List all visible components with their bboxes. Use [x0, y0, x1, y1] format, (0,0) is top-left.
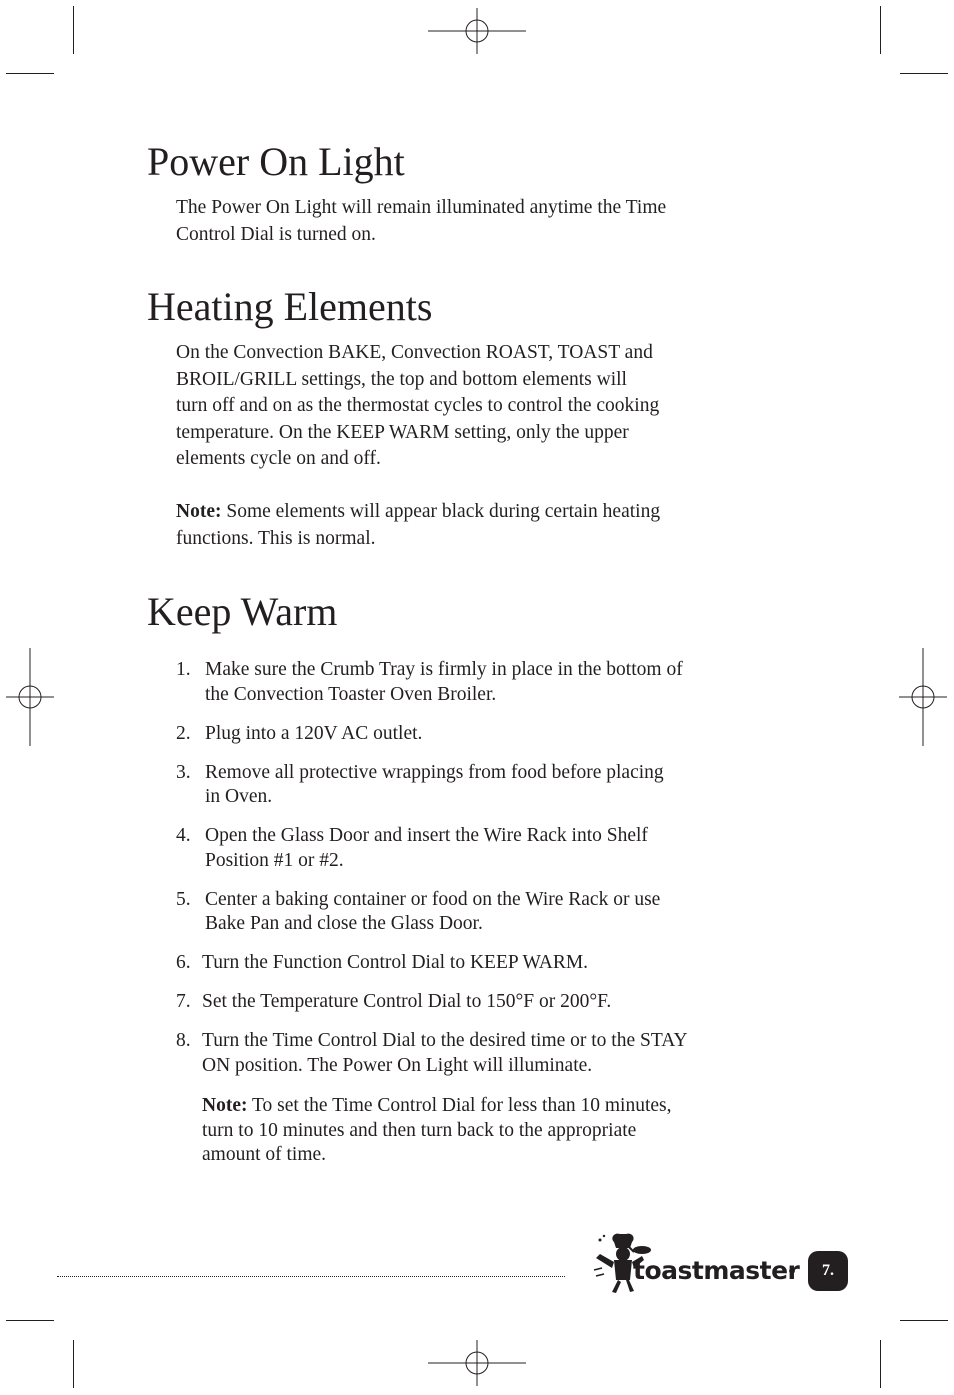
text-line: [202, 1094, 792, 1119]
text-line: The Power On Light will remain illuminated anytime the Time: [176, 197, 667, 218]
text-line: BROIL/GRILL settings, the top and bottom elements will: [176, 368, 627, 390]
section-title-heating-elements: Heating Elements: [147, 284, 433, 329]
note-text: To set the Time Control Dial for less than 10 minutes,: [247, 1095, 672, 1116]
list-item: [176, 761, 806, 810]
list-item: [176, 990, 806, 1015]
step-text: [205, 824, 806, 873]
heating-elements-body: [176, 340, 796, 473]
note-label: Note:: [202, 1095, 248, 1116]
keep-warm-steps: [176, 658, 806, 1093]
text-line: turn off and on as the thermostat cycles to control the cooking: [176, 395, 660, 416]
crop-mark: [880, 6, 881, 54]
step-number: 4.: [176, 825, 191, 846]
step-text: [205, 888, 806, 937]
list-item: [176, 658, 806, 707]
text-line: Center a baking container or food on the Wire Rack or use: [205, 888, 661, 910]
step-number: 7.: [176, 991, 191, 1012]
text-line: elements cycle on and off.: [176, 448, 381, 469]
page-number: 7.: [808, 1251, 848, 1291]
text-line: Bake Pan and close the Glass Door.: [205, 913, 483, 934]
text-line: Open the Glass Door and insert the Wire Rack into Shelf: [205, 825, 648, 846]
text-line: ON position. The Power On Light will illuminate.: [202, 1054, 593, 1076]
crop-mark: [73, 6, 74, 54]
text-line: [176, 499, 796, 526]
text-line: the Convection Toaster Oven Broiler.: [205, 683, 497, 705]
step-number: 3.: [176, 761, 191, 783]
keep-warm-note: [202, 1094, 792, 1168]
crop-mark: [880, 1340, 881, 1388]
crosshair-icon: [6, 648, 54, 746]
crosshair-icon: [428, 8, 526, 54]
crop-mark: [900, 1320, 948, 1321]
list-item: [176, 722, 806, 747]
footer-dotted-rule: [57, 1276, 565, 1277]
note-text: Some elements will appear black during certain heating: [221, 501, 661, 522]
brand-logo-text: toastmaster: [633, 1256, 800, 1285]
step-number: 6.: [176, 952, 191, 973]
section-title-keep-warm: Keep Warm: [147, 589, 338, 634]
note-label: Note:: [176, 501, 222, 522]
text-line: turn to 10 minutes and then turn back to the appropriate: [202, 1119, 637, 1141]
text-line: functions. This is normal.: [176, 527, 376, 549]
heating-elements-note: [176, 499, 796, 552]
step-text: Turn the Function Control Dial to KEEP WARM.: [202, 952, 589, 973]
list-item: [176, 888, 806, 937]
step-text: Plug into a 120V AC outlet.: [205, 722, 423, 744]
step-number: 1.: [176, 659, 191, 680]
list-item: [176, 951, 806, 976]
text-line: amount of time.: [202, 1144, 327, 1165]
text-line: Turn the Time Control Dial to the desired time or to the STAY: [202, 1030, 688, 1051]
text-line: Position #1 or #2.: [205, 849, 344, 871]
list-item: [176, 824, 806, 873]
crop-mark: [73, 1340, 74, 1388]
step-number: 2.: [176, 722, 191, 744]
text-line: in Oven.: [205, 786, 273, 807]
text-line: Control Dial is turned on.: [176, 223, 376, 245]
text-line: Make sure the Crumb Tray is firmly in place in the bottom of: [205, 659, 683, 680]
crosshair-icon: [899, 648, 947, 746]
section-title-power-on-light: Power On Light: [147, 139, 405, 184]
crop-mark: [6, 73, 54, 74]
crop-mark: [6, 1320, 54, 1321]
step-text: Set the Temperature Control Dial to 150°F or 200°F.: [202, 991, 612, 1012]
step-text: [205, 658, 806, 707]
power-on-light-body: [176, 195, 796, 248]
text-line: Remove all protective wrappings from food before placing: [205, 761, 664, 783]
step-number: 5.: [176, 888, 191, 910]
step-number: 8.: [176, 1030, 191, 1051]
crosshair-icon: [428, 1340, 526, 1386]
text-line: temperature. On the KEEP WARM setting, only the upper: [176, 421, 629, 443]
list-item: [176, 1029, 806, 1078]
crop-mark: [900, 73, 948, 74]
step-text: [202, 1029, 806, 1078]
step-text: [205, 761, 806, 810]
text-line: On the Convection BAKE, Convection ROAST, TOAST and: [176, 342, 653, 363]
